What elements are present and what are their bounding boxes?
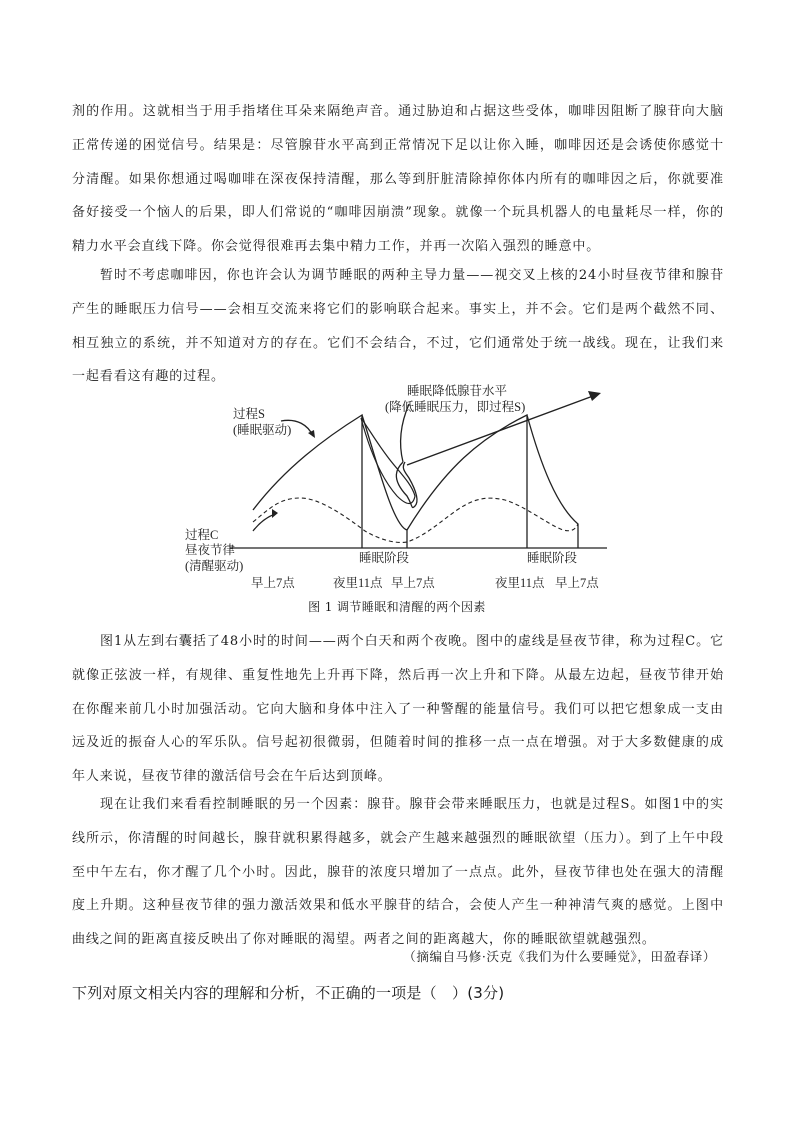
arrow-process-c: [253, 514, 275, 531]
label-process-s: 过程S: [233, 407, 265, 421]
time-label-2: 夜里11点: [333, 576, 383, 590]
label-process-c-sub1: 昼夜节律: [185, 543, 236, 557]
time-label-4: 夜里11点: [495, 576, 545, 590]
paragraph-4: 现在让我们来看看控制睡眠的另一个因素：腺苷。腺苷会带来睡眠压力，也就是过程S。如图1中的实线所示，你清醒的时间越长，腺苷就积累得越多，就会产生越来越强烈的睡眠欲望（压力）。到了上午中段至中午左右，你才醒了几个小时。因此，腺苷的浓度只增加了一点点。此外，昼夜节律也处在强大的清醒度上升期。这种昼夜节律的强力激活效果和低水平腺苷的结合，会使人产生一种神清气爽的感觉。上图中曲线之间的距离直接反映出了你对睡眠的渴望。两者之间的距离越大，你的睡眠欲望就越强烈。: [72, 797, 724, 948]
pointer-sleep-reduces-fill: [361, 418, 415, 504]
process-s-curve: [253, 415, 578, 548]
source-citation: （摘编自马修·沃克《我们为什么要睡觉》，田盈春译）: [403, 949, 716, 964]
figure-caption: 图 1 调节睡眠和清醒的两个因素: [308, 600, 486, 614]
label-adenosine-decrease: 睡眠降低腺苷水平: [407, 384, 508, 398]
paragraph-1: 剂的作用。这就相当于用手指堵住耳朵来隔绝声音。通过胁迫和占据这些受体，咖啡因阻断了腺苷向大脑正常传递的困觉信号。结果是：尽管腺苷水平高到正常情况下足以让你入睡，咖啡因还是会诱使你感觉十分清醒。如果你想通过喝咖啡在深夜保持清醒，那么等到肝脏清除掉你体内所有的咖啡因之后，你就要准备好接受一个恼人的后果，即人们常说的“咖啡因崩溃”现象。就像一个玩具机器人的电量耗尽一样，你的精力水平会直线下降。你会觉得很难再去集中精力工作，并再一次陷入强烈的睡意中。: [72, 104, 724, 255]
label-sleep-phase-2: 睡眠阶段: [527, 551, 578, 565]
time-label-1: 早上7点: [251, 576, 295, 590]
arrow-process-c-head: [272, 509, 278, 518]
label-process-c: 过程C: [185, 528, 219, 542]
label-process-s-sub: (睡眠驱动): [233, 423, 292, 437]
time-label-5: 早上7点: [555, 576, 599, 590]
question-prompt: 下列对原文相关内容的理解和分析，不正确的一项是（ ）(3分): [72, 984, 505, 1002]
arrow-adenosine-decrease-head: [588, 391, 601, 401]
paragraph-3: 图1从左到右囊括了48小时的时间——两个白天和两个夜晚。图中的虚线是昼夜节律，称为过程C。它就像正弦波一样，有规律、重复性地先上升再下降，然后再一次上升和下降。从最左边起，昼夜节律开始在你醒来前几小时加强活动。它向大脑和身体中注入了一种警醒的能量信号。我们可以把它想象成一支由远及近的振奋人心的军乐队。信号起初很微弱，但随着时间的推移一点一点在增强。对于大多数健康的成年人来说，昼夜节律的激活信号会在午后达到顶峰。: [72, 634, 724, 785]
label-sleep-phase-1: 睡眠阶段: [359, 551, 410, 565]
time-label-3: 早上7点: [391, 576, 435, 590]
arrow-process-s-head: [308, 430, 315, 438]
label-adenosine-decrease-sub: (降低睡眠压力，即过程S): [385, 400, 526, 414]
label-process-c-sub2: (清醒驱动): [185, 559, 244, 573]
paragraph-2: 暂时不考虑咖啡因，你也许会认为调节睡眠的两种主导力量——视交叉上核的24小时昼夜节律和腺苷产生的睡眠压力信号——会相互交流来将它们的影响联合起来。事实上，并不会。它们是两个截然不同、相互独立的系统，并不知道对方的存在。它们不会结合，不过，它们通常处于统一战线。现在，让我们来一起看看这有趣的过程。: [72, 268, 724, 385]
figure-sleep-regulation: [175, 378, 625, 608]
